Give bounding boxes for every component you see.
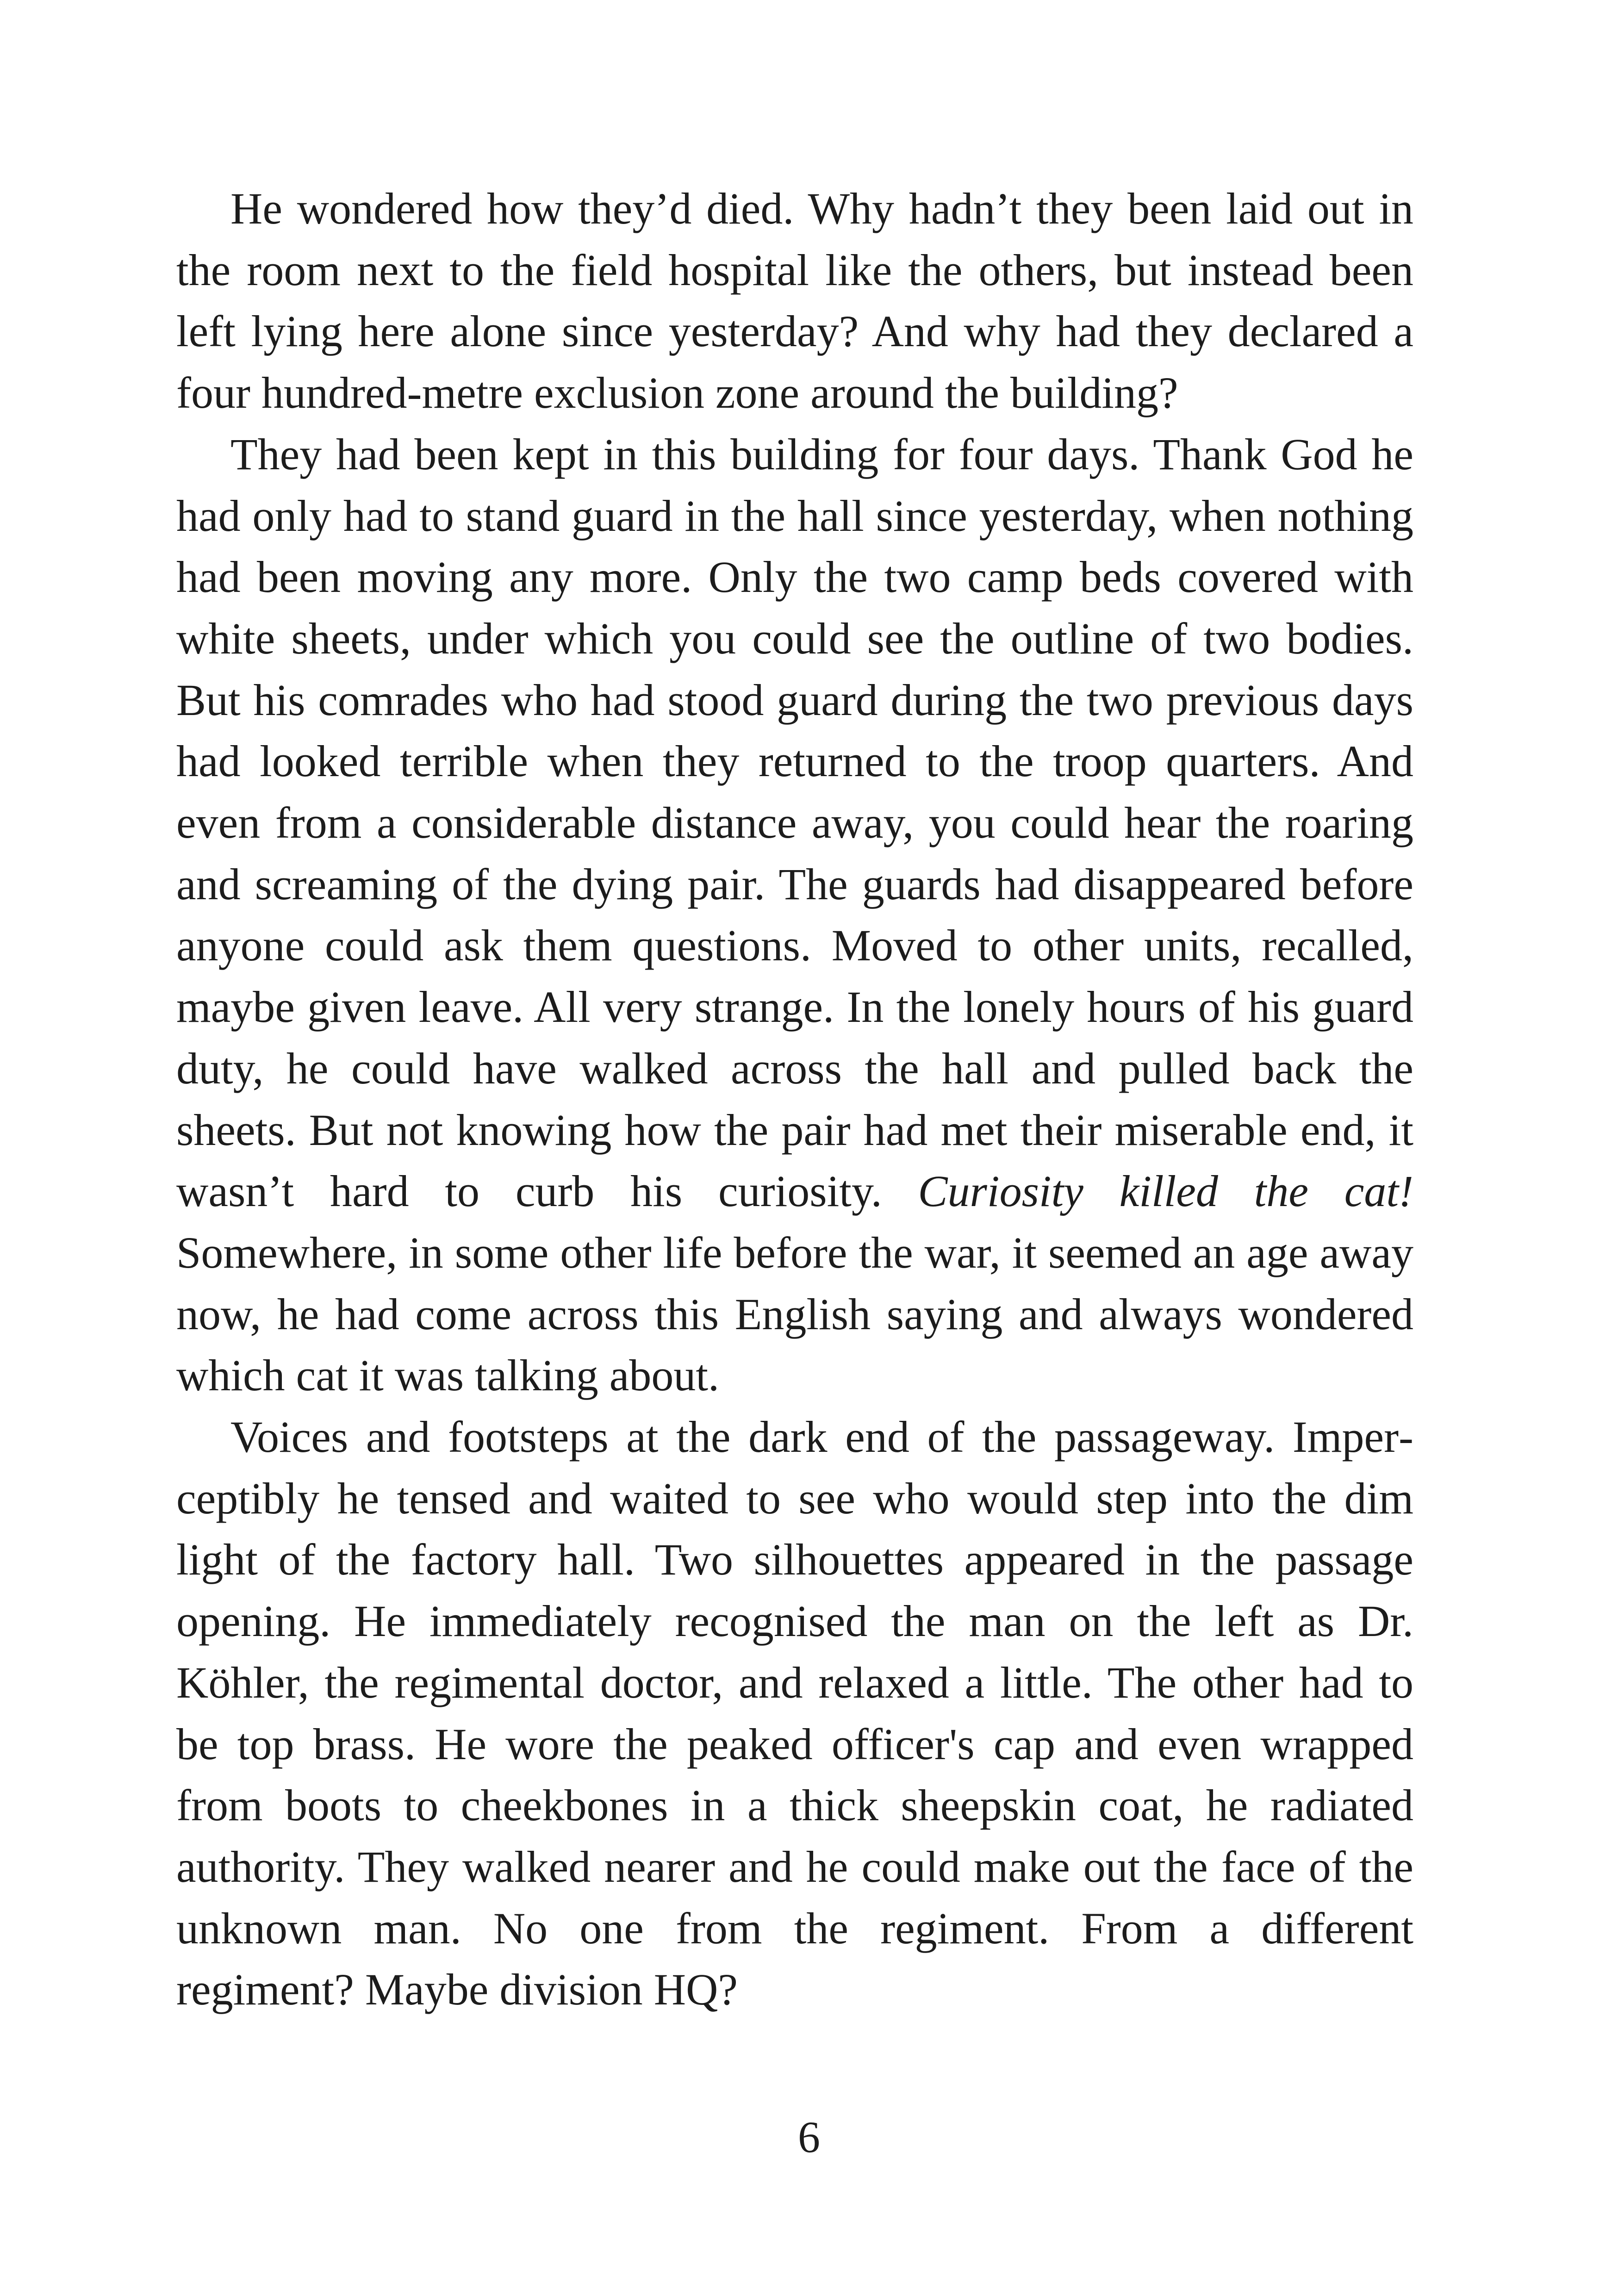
paragraph-2 (176, 424, 1413, 1406)
paragraph-1: He wondered how they’d died. Why hadn’t they been laid out in the room next to the field hospital like the others, but instead been left lying here alone since yesterday? And why had they declared a four hundred-metre exclusion zone around the building? (176, 184, 1413, 418)
body-text (176, 178, 1413, 2021)
page-number: 6 (798, 2112, 820, 2162)
italic-phrase: Curiosity killed the cat! (918, 1166, 1413, 1216)
paragraph-2-text-start: They had been kept in this building for four days. Thank God he had only had to stand guard in the hall since yesterday, when nothing had been moving any more. Only the two camp beds covered with white sheets, under which you could see the outline of two bodies. But his comrades who had stood guard during the two previous days had looked terrible when they returned to the troop quarters. And even from a considerable distance away, you could hear the roaring and screaming of the dying pair. The guards had disappeared before anyone could ask them questions. Moved to other units, recalled, maybe given leave. All very strange. In the lonely hours of his guard duty, he could have walked across the hall and pulled back the sheets. But not knowing how the pair had met their miserable end, it wasn’t hard to curb his curiosity. (176, 429, 1413, 1216)
paragraph-2-text-end: Somewhere, in some other life before the war, it seemed an age away now, he had come across this English saying and always wondered which cat it was talking about. (176, 1227, 1413, 1400)
paragraph-3: Voices and footsteps at the dark end of the passageway. Imperceptibly he tensed and waited to see who would step into the dim light of the factory hall. Two silhouettes appeared in the passage opening. He immediately recognised the man on the left as Dr. Köhler, the regimental doctor, and relaxed a little. The other had to be top brass. He wore the peaked officer's cap and even wrapped from boots to cheekbones in a thick sheepskin coat, he radiated authority. They walked nearer and he could make out the face of the unknown man. No one from the regiment. From a different regiment? Maybe division HQ? (176, 1412, 1413, 2015)
